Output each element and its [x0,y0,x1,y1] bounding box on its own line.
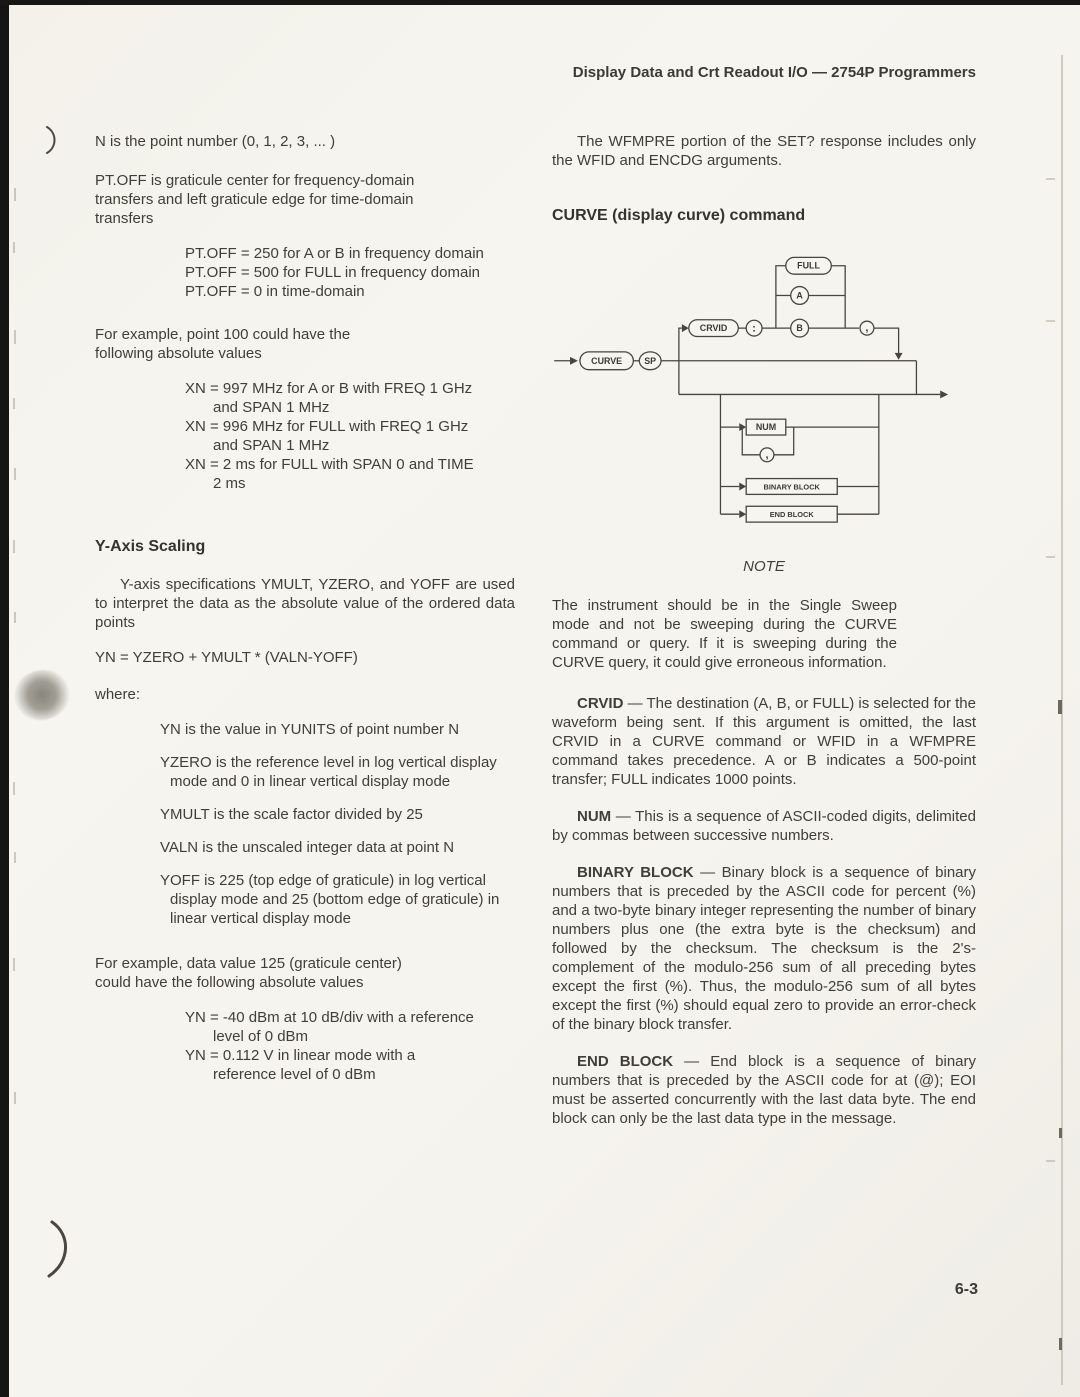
list-item: YN = -40 dBm at 10 dB/div with a reference level of 0 dBm [185,1009,474,1045]
num-node-label: NUM [755,422,777,433]
scan-mark [14,852,16,863]
scan-mark [13,540,15,553]
note-label: NOTE [743,558,785,575]
scan-left-edge [0,0,9,1397]
where-label: where: [95,686,141,703]
list-item: PT.OFF = 250 for A or B in frequency domain [185,245,484,262]
left-column [95,132,515,1084]
scan-mark [1058,700,1062,714]
scan-mark [13,242,15,253]
yn-list [185,1008,515,1084]
crvid-node-label: CRVID [699,323,728,334]
scan-mark [13,398,15,409]
list-item: PT.OFF = 500 for FULL in frequency domain [185,264,480,281]
scan-mark [1046,178,1055,180]
ptoff-intro-paragraph: PT.OFF is graticule center for frequency-domain transfers and left graticule edge for time-domain transfers [95,172,415,227]
curve-node-label: CURVE [591,355,623,366]
scan-mark [13,782,15,795]
b-node-label: B [796,323,803,334]
page-header: Display Data and Crt Readout I/O — 2754P Programmers [572,64,976,81]
num-text: — This is a sequence of ASCII-coded digits, delimited by commas between successive numbers. [552,808,976,844]
scan-top-edge [0,0,1080,5]
note-paragraph: The instrument should be in the Single Sweep mode and not be sweeping during the CURVE command or query. If it is sweeping during the CURVE query, it could give erroneous information. [552,597,897,671]
scan-mark [14,188,16,201]
end-block-text: — End block is a sequence of binary numbers that is preceded by the ASCII code for at (@); EOI must be asserted concurrently with the last data byte. The end block can only be the last data type in the message. [552,1053,976,1127]
y-example-intro: For example, data value 125 (graticule center) could have the following absolute values [95,955,402,991]
scan-mark [1046,556,1055,558]
binary-block-text: — Binary block is a sequence of binary numbers that is preceded by the ASCII code for percent (%) and a two-byte binary integer representing the number of binary numbers plus one (the extra byte is the checksum) and followed by the checksum. The checksum is the 2's-complement of the modulo-256 sum of all preceding bytes except the first (%). Thus, the modulo-256 sum of all bytes except the first (%) should equal zero to provide an error-check of the binary block transfer. [552,864,976,1033]
handwritten-mark [44,1218,78,1280]
list-item: PT.OFF = 0 in time-domain [185,283,365,300]
list-item: YN = 0.112 V in linear mode with a reference level of 0 dBm [185,1047,416,1083]
definitions-list [160,720,515,928]
list-item: XN = 996 MHz for FULL with FREQ 1 GHz and SPAN 1 MHz [185,418,469,454]
a-node-label: A [796,290,803,301]
list-item: XN = 997 MHz for A or B with FREQ 1 GHz and SPAN 1 MHz [185,380,473,416]
list-item: VALN is the unscaled integer data at point N [160,839,455,856]
list-item: YZERO is the reference level in log vertical display mode and 0 in linear vertical display mode [160,754,497,790]
scan-fold-line [1061,55,1063,1385]
binary-block-node-label: BINARY BLOCK [763,482,820,492]
scan-mark [1046,1160,1055,1162]
ink-smudge-stamp [9,665,74,726]
scan-mark [14,468,16,480]
scan-mark [1046,320,1055,322]
curve-syntax-diagram [552,244,978,533]
scan-mark [1059,1338,1062,1350]
comma-node-label: , [865,322,869,335]
diagram-nodes [580,257,874,522]
crvid-paragraph [552,694,976,789]
num-paragraph [552,807,976,845]
curve-heading: CURVE (display curve) command [552,207,806,224]
xn-list [185,379,515,493]
comma-repeat-node-label: , [765,448,769,461]
wfmpre-paragraph: The WFMPRE portion of the SET? response includes only the WFID and ENCDG arguments. [552,133,976,169]
scan-mark [14,330,16,344]
binary-block-paragraph [552,863,976,1034]
end-block-term: END BLOCK [577,1053,674,1070]
ptoff-list [185,244,515,301]
crvid-text: — The destination (A, B, or FULL) is selected for the waveform being sent. If this argument is omitted, the last CRVID in a CURVE command or WFID in a WFMPRE command takes precedence. A or B indicates a 500-point transfer; FULL indicates 1000 points. [552,695,976,788]
n-point-paragraph: N is the point number (0, 1, 2, 3, ... ) [95,133,336,150]
scan-mark [14,1092,16,1104]
yaxis-intro-paragraph: Y-axis specifications YMULT, YZERO, and YOFF are used to interpret the data as the absolute value of the ordered data points [95,576,515,631]
crvid-term: CRVID [577,695,624,712]
list-item: XN = 2 ms for FULL with SPAN 0 and TIME 2 ms [185,456,474,492]
colon-node-label: : [752,322,756,335]
y-formula: YN = YZERO + YMULT * (VALN-YOFF) [95,649,358,666]
list-item: YMULT is the scale factor divided by 25 [160,806,423,823]
end-block-node-label: END BLOCK [769,510,814,520]
scan-mark [14,612,16,623]
right-column [552,132,976,1128]
x-example-intro: For example, point 100 could have the following absolute values [95,326,351,362]
list-item: YN is the value in YUNITS of point number N [160,721,460,738]
binary-block-term: BINARY BLOCK [577,864,694,881]
yaxis-heading: Y-Axis Scaling [95,538,206,555]
list-item: YOFF is 225 (top edge of graticule) in log vertical display mode and 25 (bottom edge of graticule) in linear vertical display mode [160,872,500,927]
scan-mark [1059,1128,1062,1138]
full-node-label: FULL [797,260,820,271]
sp-node-label: SP [644,355,657,366]
page-number: 6-3 [954,1281,978,1298]
handwritten-mark [42,124,64,156]
num-term: NUM [577,808,612,825]
end-block-paragraph [552,1052,976,1128]
scan-mark [13,958,15,971]
